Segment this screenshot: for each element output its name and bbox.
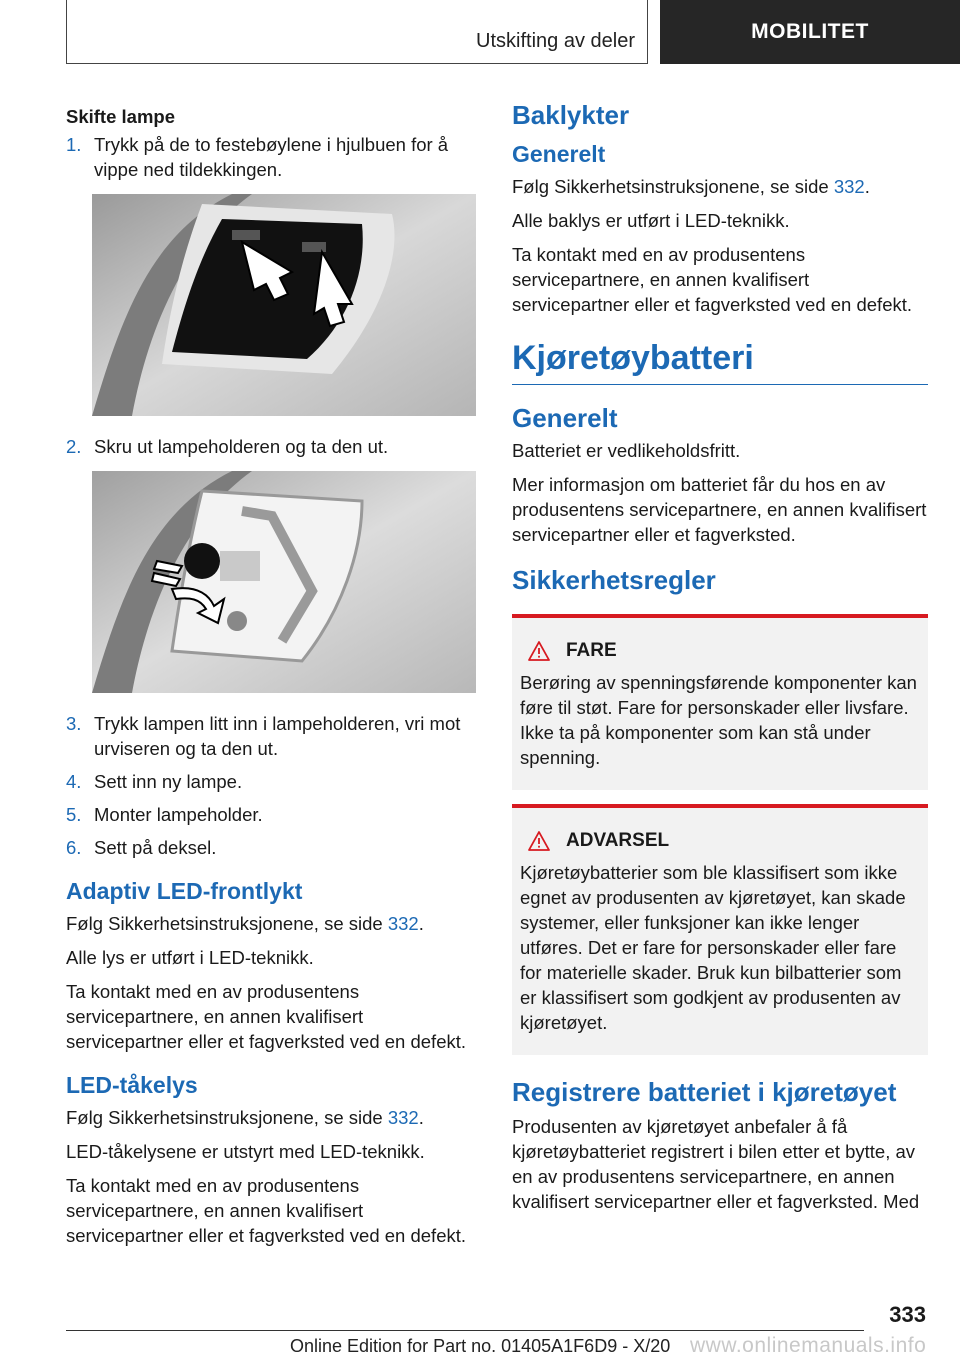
warning-triangle-icon [528,641,550,661]
danger-title [528,640,920,662]
adaptive-contact-text: Ta kontakt med en av produsentens servicepartnere, en annen kvalifisert servicepartner eller et fagverksted ved en defekt. [66,981,467,1052]
battery-maintenance-text: Batteriet er vedlikeholdsfritt. [512,440,741,461]
step-item [66,802,476,827]
safety-ref-suffix: . [418,913,424,934]
fog-led-text: LED-tåkelysene er utstyrt med LED-teknikk. [66,1141,425,1162]
step-item [66,434,476,459]
step-number: 5. [66,804,82,825]
rear-lights-heading: Baklykter [512,100,630,130]
rear-general-heading: Generelt [512,141,606,167]
battery-info-text: Mer informasjon om batteriet får du hos en av produsentens servicepartnere, en annen kvalifisert servicepartner eller et fagverksted. [512,474,927,545]
footer-edition: Online Edition for Part no. 01405A1F6D9 - X/20 [290,1336,671,1356]
battery-general-heading: Generelt [512,403,618,433]
adaptive-safety-ref [66,911,476,936]
step-item [66,835,476,860]
footer-divider [66,1330,864,1331]
warning-label: ADVARSEL [566,830,670,851]
step-text: Trykk på de to festebøylene i hjulbuen for å vippe ned tildekkingen. [94,134,449,180]
rear-safety-ref [512,174,928,199]
register-battery-heading: Registrere batteriet i kjøretøyet [512,1077,897,1107]
register-battery-text: Produsenten av kjøretøyet anbefaler å få kjøretøybatteriet registrert i bilen etter et bytte, av en av produsentens servicepartnere, en annen kvalifisert servicepartner eller et fagverksted. Med [512,1116,920,1212]
right-column [512,100,928,1223]
fog-safety-ref [66,1105,476,1130]
danger-text: Berøring av spenningsførende komponenter kan føre til støt. Fare for personskader eller livsfare. Ikke ta på komponenter som kan stå under spenning. [520,672,917,768]
step-item [66,132,476,182]
lamp-holder-figure [92,471,476,693]
step-number: 6. [66,837,82,858]
battery-heading: Kjøretøybatteri [512,339,928,385]
step-text: Trykk lampen litt inn i lampeholderen, vri mot urviseren og ta den ut. [94,713,461,759]
warning-box [512,804,928,1055]
warning-text: Kjøretøybatterier som ble klassifisert som ikke egnet av produsenten av kjøretøyet, kan skade systemer, eller funksjoner kan ikke lenger utføres. Det er fare for personskader eller fare for materielle skader. Bruk kun bilbatterier som er klassifisert som godkjent av produsenten av kjøretøyet. [520,862,906,1033]
step-number: 2. [66,436,82,457]
step-item [66,769,476,794]
adaptive-led-text: Alle lys er utført i LED-teknikk. [66,947,314,968]
danger-label: FARE [566,640,617,661]
left-column [66,100,476,1257]
danger-box [512,614,928,790]
step-text: Skru ut lampeholderen og ta den ut. [94,436,389,457]
page-number: 333 [889,1302,926,1327]
safety-ref-text: Følg Sikkerhetsinstruksjonene, se side [66,1107,388,1128]
page-link-332[interactable]: 332 [387,913,419,934]
safety-rules-heading: Sikkerhetsregler [512,565,716,595]
rear-contact-text: Ta kontakt med en av produsentens servicepartnere, en annen kvalifisert servicepartner eller et fagverksted ved en defekt. [512,244,913,315]
step-text: Sett på deksel. [94,837,217,858]
step-text: Monter lampeholder. [94,804,263,825]
step-number: 4. [66,771,82,792]
warning-triangle-icon [528,831,550,851]
page-link-332[interactable]: 332 [387,1107,419,1128]
header-chapter-tab[interactable]: MOBILITET [660,0,960,64]
safety-ref-suffix: . [864,176,870,197]
header-section-title: Utskifting av deler [476,30,635,52]
fog-light-heading: LED-tåkelys [66,1072,198,1098]
safety-ref-suffix: . [418,1107,424,1128]
rear-led-text: Alle baklys er utført i LED-teknikk. [512,210,790,231]
fog-contact-text: Ta kontakt med en av produsentens servicepartnere, en annen kvalifisert servicepartner eller et fagverksted ved en defekt. [66,1175,467,1246]
step-item [66,711,476,761]
warning-title [528,830,920,852]
lamp-replace-heading: Skifte lampe [66,106,175,127]
watermark: www.onlinemanuals.info [690,1334,927,1357]
step-text: Sett inn ny lampe. [94,771,243,792]
safety-ref-text: Følg Sikkerhetsinstruksjonene, se side [512,176,834,197]
safety-ref-text: Følg Sikkerhetsinstruksjonene, se side [66,913,388,934]
page-link-332[interactable]: 332 [833,176,865,197]
adaptive-led-heading: Adaptiv LED-frontlykt [66,878,303,904]
step-number: 1. [66,134,82,155]
step-number: 3. [66,713,82,734]
wheel-arch-cover-figure [92,194,476,416]
